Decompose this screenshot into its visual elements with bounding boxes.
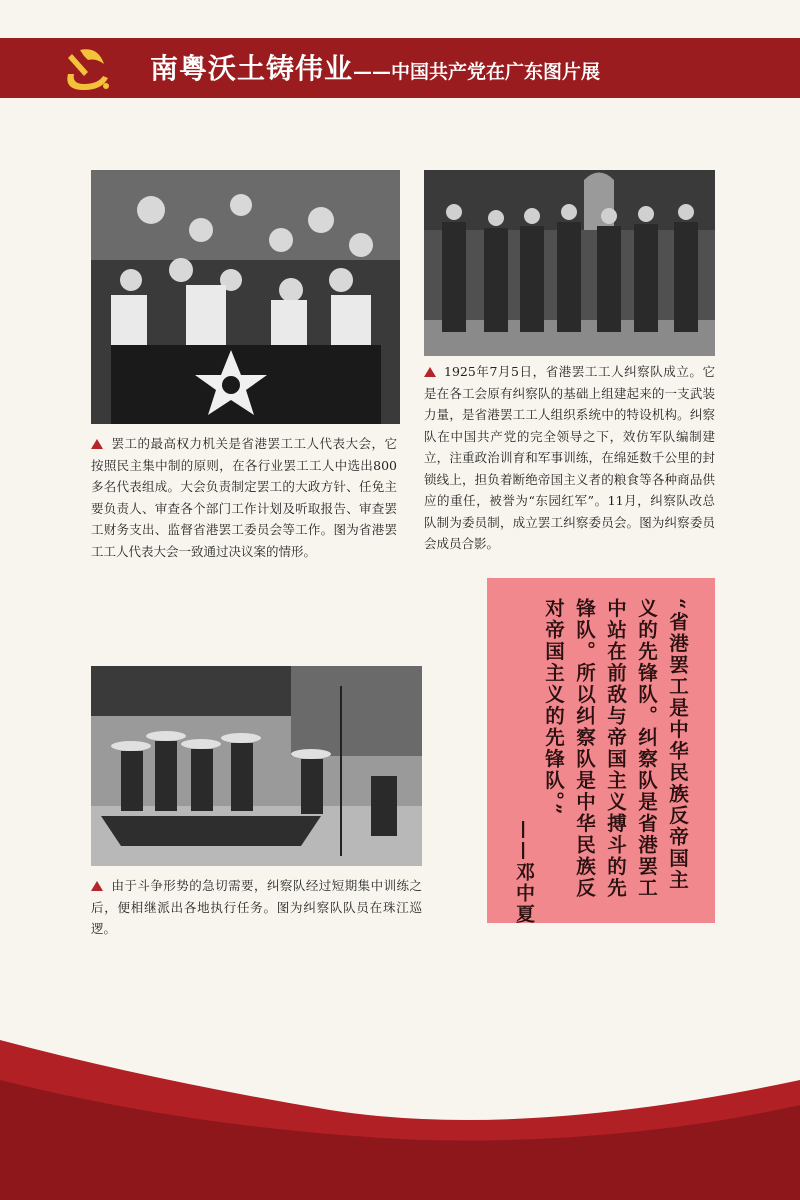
caption-patrol <box>91 875 422 940</box>
caption-patrol-text: 由于斗争形势的急切需要，纠察队经过短期集中训练之后，便相继派出各地执行任务。图为纠察队队员在珠江巡逻。 <box>91 878 422 936</box>
photo-congress <box>91 170 400 424</box>
quote-author: ——邓中夏 <box>513 820 535 925</box>
quote-text: “省港罢工是中华民族反帝国主义的先锋队。纠察队是省港罢工中站在前敌与帝国主义搏斗的先锋队。所以纠察队是中华民族反对帝国主义的先锋队。” <box>542 598 689 899</box>
caption-pickets-text: 1925年7月5日，省港罢工工人纠察队成立。它是在各工会原有纠察队的基础上组建起来的一支武装力量，是省港罢工工人组织系统中的特设机构。纠察队在中国共产党的完全领导之下，效仿军队编制建立，注重政治训育和军事训练，在绵延数千公里的封锁线上，担负着断绝帝国主义者的粮食等各种商品供应的重任，被誉为“东园红军”。11月，纠察队改总队制为委员制，成立罢工纠察委员会。图为纠察委员会成员合影。 <box>424 364 715 551</box>
caption-congress-text: 罢工的最高权力机关是省港罢工工人代表大会，它按照民主集中制的原则，在各行业罢工工人中选出800多名代表组成。大会负责制定罢工的大政方针、任免主要负责人、审查各个部门工作计划及听取报告、审查罢工财务支出、监督省港罢工委员会等工作。图为省港罢工工人代表大会一致通过决议案的情形。 <box>91 436 397 559</box>
caption-pickets <box>424 361 715 555</box>
title-subtitle: ——中国共产党在广东图片展 <box>353 61 601 83</box>
caption-congress <box>91 433 397 562</box>
party-emblem-icon <box>58 44 114 94</box>
page-title <box>150 49 600 89</box>
triangle-marker-icon <box>424 367 436 377</box>
triangle-marker-icon <box>91 881 103 891</box>
triangle-marker-icon <box>91 439 103 449</box>
bottom-wave-decoration <box>0 1020 800 1200</box>
title-main: 南粤沃土铸伟业 <box>150 52 354 85</box>
photo-picket-committee <box>424 170 715 356</box>
photo-river-patrol <box>91 666 422 866</box>
